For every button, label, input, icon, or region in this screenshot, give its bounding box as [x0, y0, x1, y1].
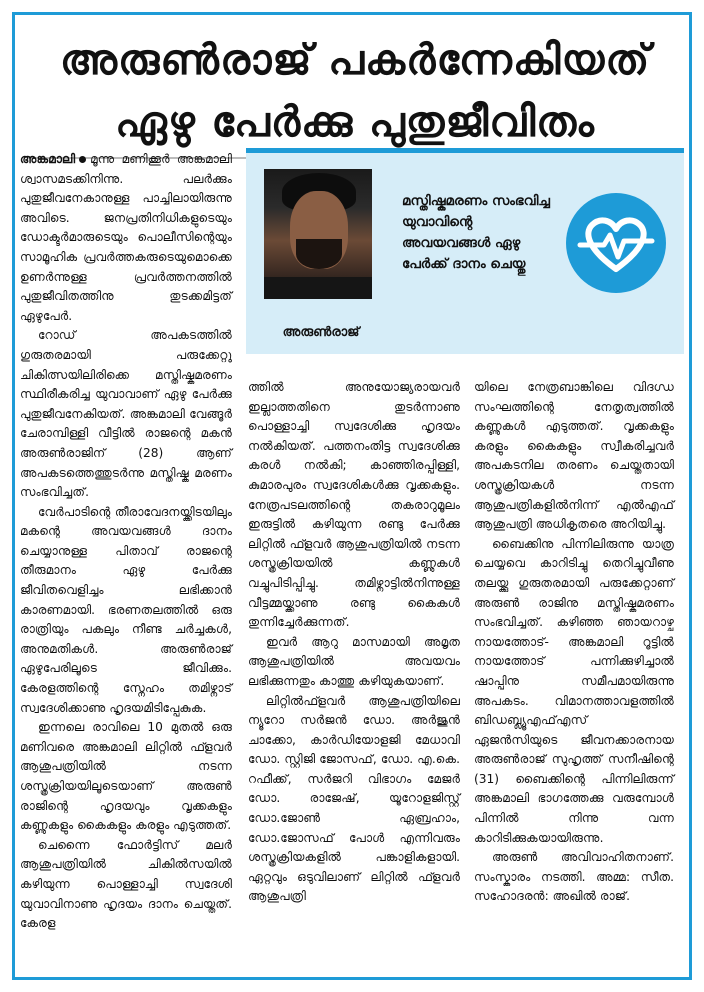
paragraph: അരുൺ അവിവാഹിതനാണ്. സംസ്കാരം നടത്തി. അമ്മ: സീത. സഹോദരൻ: അഖിൽ രാജ്.	[474, 850, 674, 904]
article-column-middle	[248, 378, 460, 907]
article-column-right	[474, 378, 674, 907]
headline	[15, 29, 695, 153]
paragraph: ഇന്നലെ രാവിലെ 10 മുതൽ ഒരു മണിവരെ അങ്കമാലി ലിറ്റിൽ ഫ്ളവർ ആശുപത്രിയിൽ നടന്ന ശസ്ത്രക്രിയയിലൂടെയാണ് അരുൺ രാജിന്റെ ഹൃദയവും വൃക്കകളും കണ്ണുകളും കൈകളും കരളും എടുത്തത്.	[20, 720, 232, 833]
heart-pulse-icon	[566, 193, 666, 293]
portrait-photo	[264, 169, 372, 299]
paragraph: ബൈക്കിനു പിന്നിലിരുന്നു യാത്ര ചെയ്യവെ കാറിടിച്ചു തെറിച്ചുവീണു തലയ്ക്കു ഗുരുതരമായി പരുക്കേറ്റാണ് അരുൺ രാജിനു മസ്തിഷ്കമരണം സംഭവിച്ചത്. കഴിഞ്ഞ ഞായറാഴ്ച നായത്തോട്- അങ്കമാലി റൂട്ടിൽ നായത്തോട് പന്നിക്കുഴിച്ചാൽ ഷാപ്പിനു സമീപമായിരുന്നു അപകടം. വിമാനത്താവളത്തിൽ ബിഡബ്ല്യൂഎഫ്എസ് ഏജൻസിയുടെ ജീവനക്കാരനായ അരുൺരാജ് സുഹൃത്ത് സനീഷിന്റെ (31) ബൈക്കിന്റെ പിന്നിലിരുന്ന് അങ്കമാലി ഭാഗത്തേക്കു വരുമ്പോൾ പിന്നിൽ നിന്നു വന്ന കാറിടിക്കുകയായിരുന്നു.	[474, 536, 674, 845]
photo-caption: അരുൺരാജ്	[282, 325, 360, 340]
paragraph: ത്തിൽ അനുയോജ്യരായവർ ഇല്ലാത്തതിനെ തുടർന്നാണു പൊള്ളാച്ചി സ്വദേശിക്കു ഹൃദയം നൽകിയത്. പത്തനംതിട്ട സ്വദേശിക്കു കരൾ നൽകി; കാഞ്ഞിരപ്പിള്ളി, കുമാരപുരം സ്വദേശികൾക്കു വൃക്കകളും. നേത്രപടലത്തിന്റെ തകരാറുമൂലം ഇരുട്ടിൽ കഴിയുന്ന രണ്ടു പേർക്കു ലിറ്റിൽ ഫ്ളവർ ആശുപത്രിയിൽ നടന്ന ശസ്ത്രക്രിയയിൽ കണ്ണുകൾ വച്ചുപിടിപ്പിച്ചു. തമിഴ്നാട്ടിൽനിന്നുള്ള വീട്ടമ്മയ്ക്കാണു രണ്ടു കൈകൾ തുന്നിച്ചേർക്കുന്നത്.	[248, 380, 460, 630]
paragraph: ഇവർ ആറു മാസമായി അമൃത ആശുപത്രിയിൽ അവയവം ലഭിക്കുന്നതും കാത്തു കഴിയുകയാണ്.	[248, 634, 460, 688]
info-box	[246, 148, 684, 354]
bullet-icon	[79, 156, 86, 163]
paragraph: മൂന്നു മണിക്കൂർ അങ്കമാലി ശ്വാസമടക്കിനിന്നു. പലർക്കും പുതുജീവനേകാനുള്ള പാച്ചിലായിരുന്നു അവിടെ. ജനപ്രതിനിധികളുടെയും ഡോക്ടർമാരുടെയും പൊലീസിന്റെയും സാമൂഹിക പ്രവർത്തകരുടെയുമൊക്കെ ഉണർന്നുള്ള പ്രവർത്തനത്തിൽ പുതുജീവിതത്തിനു തുടക്കമിട്ടത് ഏഴുപേർ.	[20, 152, 232, 323]
headline-line-1: അരുൺരാജ് പകർന്നേകിയത്	[59, 35, 651, 84]
paragraph: വേർപാടിന്റെ തീരാവേദനയ്ക്കിടയിലും മകന്റെ അവയവങ്ങൾ ദാനം ചെയ്യാനുള്ള പിതാവ് രാജന്റെ തീരുമാനം ഏഴു പേർക്കു ജീവിതവെളിച്ചം ലഭിക്കാൻ കാരണമായി. ഭരണതലത്തിൽ ഒരു രാത്രിയും പകലും നീണ്ട ചർച്ചകൾ, അനുമതികൾ. അരുൺരാജ് ഏഴുപേരിലൂടെ ജീവിക്കും. കേരളത്തിന്റെ സ്നേഹം തമിഴ്നാട് സ്വദേശിക്കാണു ഹൃദയമിടിപ്പേകുക.	[20, 504, 232, 715]
dateline: അങ്കമാലി	[20, 152, 76, 166]
paragraph: യിലെ നേത്രബാങ്കിലെ വിദഗ്ധ സംഘത്തിന്റെ നേതൃത്വത്തിൽ കണ്ണുകൾ എടുത്തത്. വൃക്കകളും കരളും കൈകളും സ്വീകരിച്ചവർ അപകടനില തരണം ചെയ്തതായി ശസ്ത്രക്രിയകൾ നടന്ന ആശുപത്രികളിൽനിന്ന് എൽഎഫ് ആശുപത്രി അധികൃതരെ അറിയിച്ചു.	[474, 380, 674, 532]
paragraph: ലിറ്റിൽഫ്ളവർ ആശുപത്രിയിലെ ന്യൂറോ സർജൻ ഡോ. അർജുൻ ചാക്കോ, കാർഡിയോളജി മേധാവി ഡോ. സ്റ്റിജി ജോസഫ്, ഡോ. എ.കെ. റഫീക്ക്, സർജറി വിഭാഗം മേജർ ഡോ. രാജേഷ്, യൂറോളജിസ്റ്റ് ഡോ.ജോൺ ഏബ്രഹാം, ഡോ.ജോസഫ് പോൾ എന്നിവരും ശസ്ത്രക്രിയകളിൽ പങ്കാളികളായി. ഏറ്റവും ഒടുവിലാണ് ലിറ്റിൽ ഫ്ളവർ ആശുപത്രി	[248, 693, 460, 904]
article-column-left	[20, 150, 232, 934]
paragraph: റോഡ് അപകടത്തിൽ ഗുരുതരമായി പരുക്കേറ്റു ചികിത്സയിലിരിക്കെ മസ്തിഷ്കമരണം സ്ഥിരീകരിച്ച യുവാവാണ് ഏഴു പേർക്കു പുതുജീവനേകിയത്. അങ്കമാലി വേങ്ങൂർ ചേരാമ്പിള്ളി വീട്ടിൽ രാജന്റെ മകൻ അരുൺരാജിന് (28) ആണ് അപകടത്തെത്തുടർന്നു മസ്തിഷ്ക മരണം സംഭവിച്ചത്.	[20, 328, 232, 500]
headline-line-2: ഏഴു പേർക്കു പുതുജീവിതം	[115, 97, 595, 146]
paragraph: ചെന്നൈ ഫോർട്ടിസ് മലർ ആശുപത്രിയിൽ ചികിൽസയിൽ കഴിയുന്ന പൊള്ളാച്ചി സ്വദേശി യുവാവിനാണു ഹൃദയം ദാനം ചെയ്തത്. കേരള	[20, 837, 232, 931]
info-box-text: മസ്തിഷ്കമരണം സംഭവിച്ച യുവാവിന്റെ അവയവങ്ങൾ ഏഴു പേർക്ക് ദാനം ചെയ്തു	[402, 193, 550, 272]
